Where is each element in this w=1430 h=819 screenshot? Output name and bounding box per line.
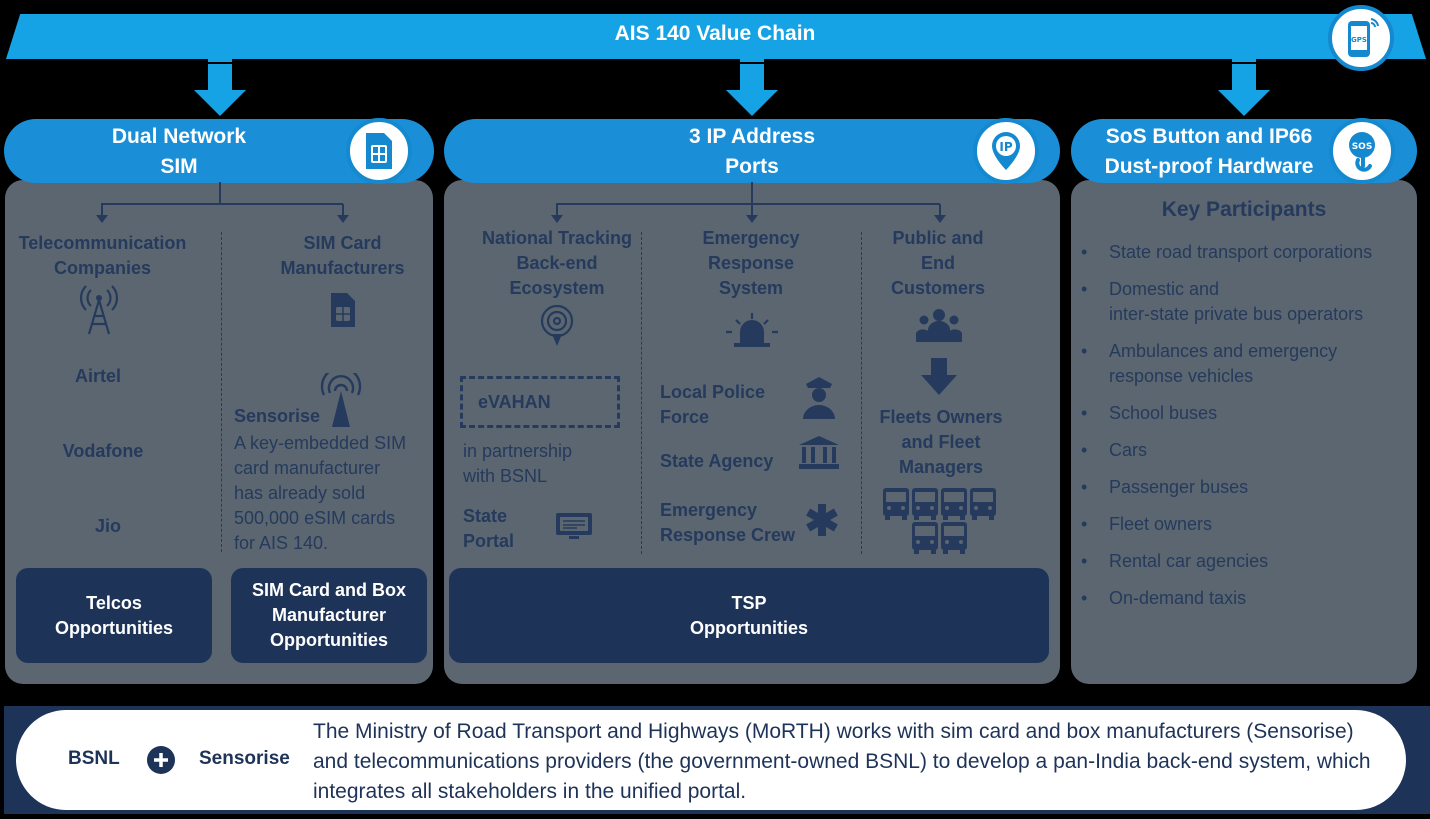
participant-item: • Fleet owners	[1071, 512, 1411, 537]
partnership-line: with BSNL	[463, 466, 548, 486]
state-portal-line: Portal	[463, 531, 515, 551]
star-of-life-icon	[805, 503, 839, 537]
sensorise-desc-line: for AIS 140.	[234, 533, 329, 553]
down-arrow-icon	[194, 58, 246, 116]
tsp-opportunity-line: TSP	[731, 592, 767, 613]
participant-item: • Cars	[1071, 438, 1411, 463]
sim-card-icon	[346, 118, 412, 184]
tracking-title-line: Back-end	[516, 253, 598, 273]
police-line: Local Police	[660, 382, 766, 402]
fleet-owners-line: and Fleet	[901, 432, 981, 452]
participant-item: • Domestic and inter-state private bus operators	[1071, 277, 1411, 327]
crew-label	[660, 498, 795, 548]
participant-item: • State road transport corporations	[1071, 240, 1411, 265]
evahan-label: eVAHAN	[478, 392, 551, 412]
crew-line: Emergency	[660, 500, 758, 520]
participant-item: • Passenger buses	[1071, 475, 1411, 500]
tracking-title-line: National Tracking	[481, 228, 633, 248]
divider	[861, 232, 862, 554]
fleet-owners-title	[866, 405, 1016, 480]
public-title-line: Customers	[890, 278, 986, 298]
connector-arrow	[933, 204, 947, 224]
tracking-title-line: Ecosystem	[509, 278, 605, 298]
page-title: AIS 140 Value Chain	[614, 22, 816, 45]
sensorise-desc-line: has already sold	[234, 483, 366, 503]
bottom-description: The Ministry of Road Transport and Highways (MoRTH) works with sim card and box manufacturers (Sensorise) and telecommunications providers (the government-owned BSNL) to develop a pan-India back-end system, which integrates all stakeholders in the unified portal.	[313, 720, 1371, 803]
ip-header-line2: Ports	[725, 155, 779, 178]
sim-header-line2: SIM	[160, 155, 198, 178]
emergency-title-line: System	[718, 278, 784, 298]
simmakers-opportunities	[231, 568, 427, 663]
participant-item: • Ambulances and emergency response vehicles	[1071, 339, 1411, 389]
bus-fleet-icon	[882, 487, 1000, 555]
ip-pin-icon	[973, 118, 1039, 184]
government-building-icon	[797, 434, 841, 470]
police-officer-icon	[800, 374, 838, 420]
simmakers-opportunity-line: SIM Card and Box	[251, 580, 407, 600]
state-portal-line: State	[463, 506, 508, 526]
bsnl-label: BSNL	[68, 748, 120, 769]
connector-arrow	[745, 204, 759, 224]
connector	[751, 182, 753, 204]
svg-text:GPS: GPS	[1351, 36, 1367, 44]
down-arrow-icon	[726, 58, 778, 116]
connector-arrow	[95, 204, 109, 224]
telco-vodafone: Vodafone	[62, 441, 144, 461]
police-line: Force	[660, 407, 710, 427]
signal-tower-icon	[320, 373, 362, 429]
tracking-target-icon	[539, 304, 575, 348]
sos-button-icon	[1329, 118, 1395, 184]
state-portal-label	[463, 504, 514, 554]
gps-phone-icon	[1328, 5, 1394, 71]
down-arrow-icon	[1218, 58, 1270, 116]
fleet-owners-line: Managers	[898, 457, 984, 477]
partnership-text	[463, 439, 623, 489]
sensorise-desc-line: card manufacturer	[234, 458, 381, 478]
fleet-owners-line: Fleets Owners	[879, 407, 1003, 427]
simmakers-title-line1: SIM Card	[303, 233, 382, 253]
people-group-icon	[914, 308, 964, 344]
sensorise-bottom-label: Sensorise	[199, 748, 290, 769]
sos-header-line1: SoS Button and IP66	[1105, 125, 1313, 148]
participant-item: • On-demand taxis	[1071, 586, 1411, 611]
partnership-line: in partnership	[463, 441, 573, 461]
sensorise-desc-line: A key-embedded SIM	[234, 433, 407, 453]
tsp-opportunity-line: Opportunities	[690, 617, 808, 638]
siren-icon	[722, 310, 782, 348]
sim-card-small-icon	[329, 291, 357, 329]
key-participants-title: Key Participants	[1161, 198, 1327, 221]
crew-line: Response Crew	[660, 525, 796, 545]
ip-header	[444, 119, 1060, 183]
simmakers-opportunity-line: Manufacturer	[271, 605, 387, 625]
sensorise-description	[234, 431, 429, 556]
connector-arrow	[550, 204, 564, 224]
simmakers-title	[250, 231, 435, 281]
simmakers-opportunity-line: Opportunities	[270, 630, 388, 650]
emergency-title-line: Response	[707, 253, 795, 273]
sim-header-line1: Dual Network	[111, 125, 247, 148]
plus-icon	[146, 745, 176, 775]
divider	[221, 232, 222, 552]
simmakers-title-line2: Manufacturers	[280, 258, 405, 278]
public-title-line: Public and	[892, 228, 984, 248]
telcos-title-line2: Companies	[53, 258, 152, 278]
emergency-title	[666, 226, 836, 301]
tsp-opportunities	[449, 568, 1049, 663]
police-label	[660, 380, 765, 430]
key-participants-list	[1071, 240, 1411, 623]
state-agency-label: State Agency	[660, 451, 774, 471]
sensorise-desc-line: 500,000 eSIM cards	[234, 508, 396, 528]
public-title	[868, 226, 1008, 301]
telcos-opportunity-line2: Opportunities	[55, 617, 173, 638]
telcos-title	[10, 231, 195, 281]
connector	[219, 182, 221, 204]
tracking-title	[472, 226, 642, 301]
svg-text:IP: IP	[999, 140, 1013, 154]
telcos-opportunity-line1: Telcos	[86, 592, 142, 613]
telco-jio: Jio	[94, 516, 121, 536]
sensorise-label: Sensorise	[234, 406, 321, 426]
connector	[101, 203, 343, 205]
ip-header-line1: 3 IP Address	[688, 125, 816, 148]
participant-item: • Rental car agencies	[1071, 549, 1411, 574]
monitor-icon	[555, 512, 593, 542]
down-arrow-icon	[921, 358, 957, 396]
telco-airtel: Airtel	[74, 366, 121, 386]
cell-tower-icon	[80, 284, 118, 336]
sos-header-line2: Dust-proof Hardware	[1104, 155, 1314, 178]
telcos-title-line1: Telecommunication	[18, 233, 187, 253]
public-title-line: End	[921, 253, 955, 273]
telcos-opportunities	[16, 568, 212, 663]
svg-text:SOS: SOS	[1351, 142, 1373, 152]
connector-arrow	[336, 204, 350, 224]
emergency-title-line: Emergency	[702, 228, 800, 248]
participant-item: • School buses	[1071, 401, 1411, 426]
